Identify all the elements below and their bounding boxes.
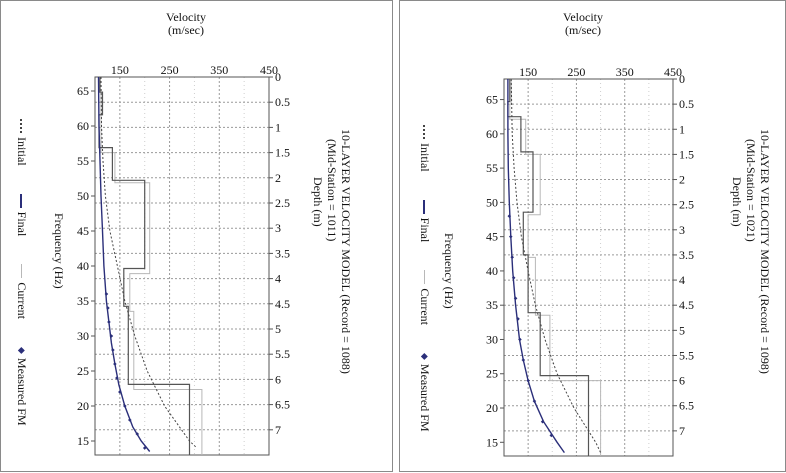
frequency-tick-label: 25 (486, 366, 498, 381)
chart-subtitle: (Mid-Station = 1021) (744, 139, 758, 242)
depth-tick-label: 0 (275, 70, 281, 84)
depth-axis-label: Depth (m) (311, 177, 325, 227)
chart-panel-right (399, 0, 786, 472)
depth-tick-label: 4 (275, 271, 281, 286)
depth-tick-label: 6.5 (275, 397, 290, 412)
frequency-tick-label: 40 (486, 263, 498, 278)
chart-title: 10-LAYER VELOCITY MODEL (Record = 1088) (339, 129, 353, 374)
depth-tick-label: 3 (679, 222, 685, 237)
velocity-label-line1: Velocity (563, 10, 603, 24)
diamond-icon: ◆ (420, 353, 430, 360)
legend-current (14, 264, 29, 319)
legend-current (417, 270, 432, 325)
depth-tick-label: 0.5 (275, 95, 290, 110)
depth-tick-label: 4.5 (275, 296, 290, 311)
velocity-tick-label: 450 (260, 63, 278, 77)
measured-point (509, 235, 513, 239)
velocity-tick-label: 150 (519, 65, 538, 79)
frequency-tick-label: 60 (486, 126, 498, 141)
measured-point (512, 276, 516, 280)
depth-tick-label: 1 (275, 120, 281, 135)
measured-point (522, 358, 526, 362)
legend-final (417, 200, 432, 243)
plot-frame (95, 77, 269, 455)
frequency-tick-label: 25 (77, 364, 89, 378)
frequency-tick-label: 20 (77, 399, 89, 413)
chart-title-right (730, 129, 772, 374)
depth-tick-label: 1 (679, 122, 685, 137)
legend-final-swatch (424, 200, 426, 214)
legend-current-swatch (21, 264, 22, 278)
depth-tick-label: 0.5 (679, 97, 694, 112)
depth-tick-label: 2 (679, 172, 685, 187)
current-model-line (99, 77, 202, 455)
initial-dispersion-curve (511, 79, 600, 453)
chart-panel-left (0, 0, 393, 472)
legend-initial-label: Initial (15, 137, 29, 166)
frequency-axis-label: Frequency (Hz) (442, 233, 456, 309)
frequency-tick-label: 15 (77, 434, 89, 448)
depth-tick-label: 7 (275, 422, 281, 437)
frequency-tick-label: 35 (77, 294, 89, 308)
frequency-tick-label: 50 (77, 189, 89, 203)
measured-point (113, 362, 117, 366)
depth-tick-label: 7 (679, 423, 685, 438)
final-dispersion-curve (508, 79, 565, 453)
depth-tick-label: 6 (679, 373, 685, 388)
legend-initial-label: Initial (418, 143, 432, 172)
velocity-tick-label: 250 (567, 65, 586, 79)
diamond-icon: ◆ (17, 347, 27, 354)
velocity-model-plot-right (400, 1, 786, 473)
frequency-tick-label: 55 (77, 154, 89, 168)
velocity-tick-label: 350 (210, 63, 229, 77)
velocity-tick-label: 150 (110, 63, 129, 77)
depth-axis-label: Depth (m) (730, 177, 744, 227)
chart-title: 10-LAYER VELOCITY MODEL (Record = 1098) (758, 129, 772, 374)
legend-left (14, 119, 29, 448)
depth-tick-label: 3.5 (679, 247, 694, 262)
frequency-tick-label: 55 (486, 161, 498, 176)
legend-initial-swatch (21, 119, 23, 133)
measured-point (510, 255, 514, 259)
velocity-tick-label: 350 (615, 65, 634, 79)
measured-point (107, 320, 111, 324)
velocity-label-line2: (m/sec) (168, 23, 204, 37)
legend-final-label: Final (418, 217, 432, 243)
velocity-label-line2: (m/sec) (565, 23, 601, 37)
chart-title-left (311, 129, 353, 374)
depth-tick-label: 2.5 (275, 196, 290, 210)
frequency-tick-label: 30 (77, 329, 89, 343)
final-dispersion-curve (99, 77, 150, 452)
frequency-tick-label: 50 (486, 195, 498, 210)
legend-measured (14, 347, 29, 426)
depth-tick-label: 3 (275, 221, 281, 236)
depth-tick-label: 5 (679, 323, 685, 338)
measured-point (111, 348, 115, 352)
legend-initial (14, 119, 29, 166)
depth-tick-label: 6 (275, 372, 281, 387)
depth-tick-label: 1.5 (679, 147, 694, 162)
frequency-tick-label: 20 (486, 401, 498, 416)
legend-final-swatch (21, 194, 23, 208)
depth-tick-label: 4 (679, 273, 685, 288)
frequency-tick-label: 65 (77, 84, 89, 98)
legend-current-label: Current (15, 282, 29, 319)
measured-point (526, 379, 530, 383)
legend-right (417, 125, 432, 454)
depth-tick-label: 2 (275, 170, 281, 185)
current-model-line (510, 79, 601, 456)
frequency-tick-label: 45 (486, 229, 498, 244)
frequency-tick-label: 15 (486, 435, 498, 450)
depth-tick-label: 5 (275, 322, 281, 336)
frequency-tick-label: 40 (77, 259, 89, 273)
depth-tick-label: 1.5 (275, 145, 290, 160)
frequency-tick-label: 45 (77, 224, 89, 238)
legend-final (14, 194, 29, 237)
legend-measured-label: Measured FM (418, 363, 432, 432)
depth-tick-label: 2.5 (679, 197, 694, 212)
frequency-axis-label: Frequency (Hz) (52, 213, 66, 289)
legend-measured (417, 353, 432, 432)
depth-tick-label: 6.5 (679, 398, 694, 413)
depth-tick-label: 0 (679, 72, 685, 86)
depth-tick-label: 5.5 (275, 347, 290, 362)
legend-initial (417, 125, 432, 172)
depth-tick-label: 3.5 (275, 246, 290, 261)
frequency-tick-label: 60 (77, 119, 89, 133)
legend-current-swatch (424, 270, 425, 284)
legend-current-label: Current (418, 288, 432, 325)
legend-initial-swatch (424, 125, 426, 139)
depth-tick-label: 4.5 (679, 298, 694, 313)
frequency-tick-label: 35 (486, 298, 498, 313)
legend-final-label: Final (15, 211, 29, 237)
velocity-tick-label: 450 (664, 65, 682, 79)
legend-measured-label: Measured FM (15, 357, 29, 426)
velocity-tick-label: 250 (160, 63, 179, 77)
initial-dispersion-curve (101, 77, 197, 448)
chart-subtitle: (Mid-Station = 1011) (325, 139, 339, 242)
depth-tick-label: 5.5 (679, 348, 694, 363)
velocity-label-line1: Velocity (166, 10, 206, 24)
frequency-tick-label: 30 (486, 332, 498, 347)
frequency-tick-label: 65 (486, 92, 498, 107)
